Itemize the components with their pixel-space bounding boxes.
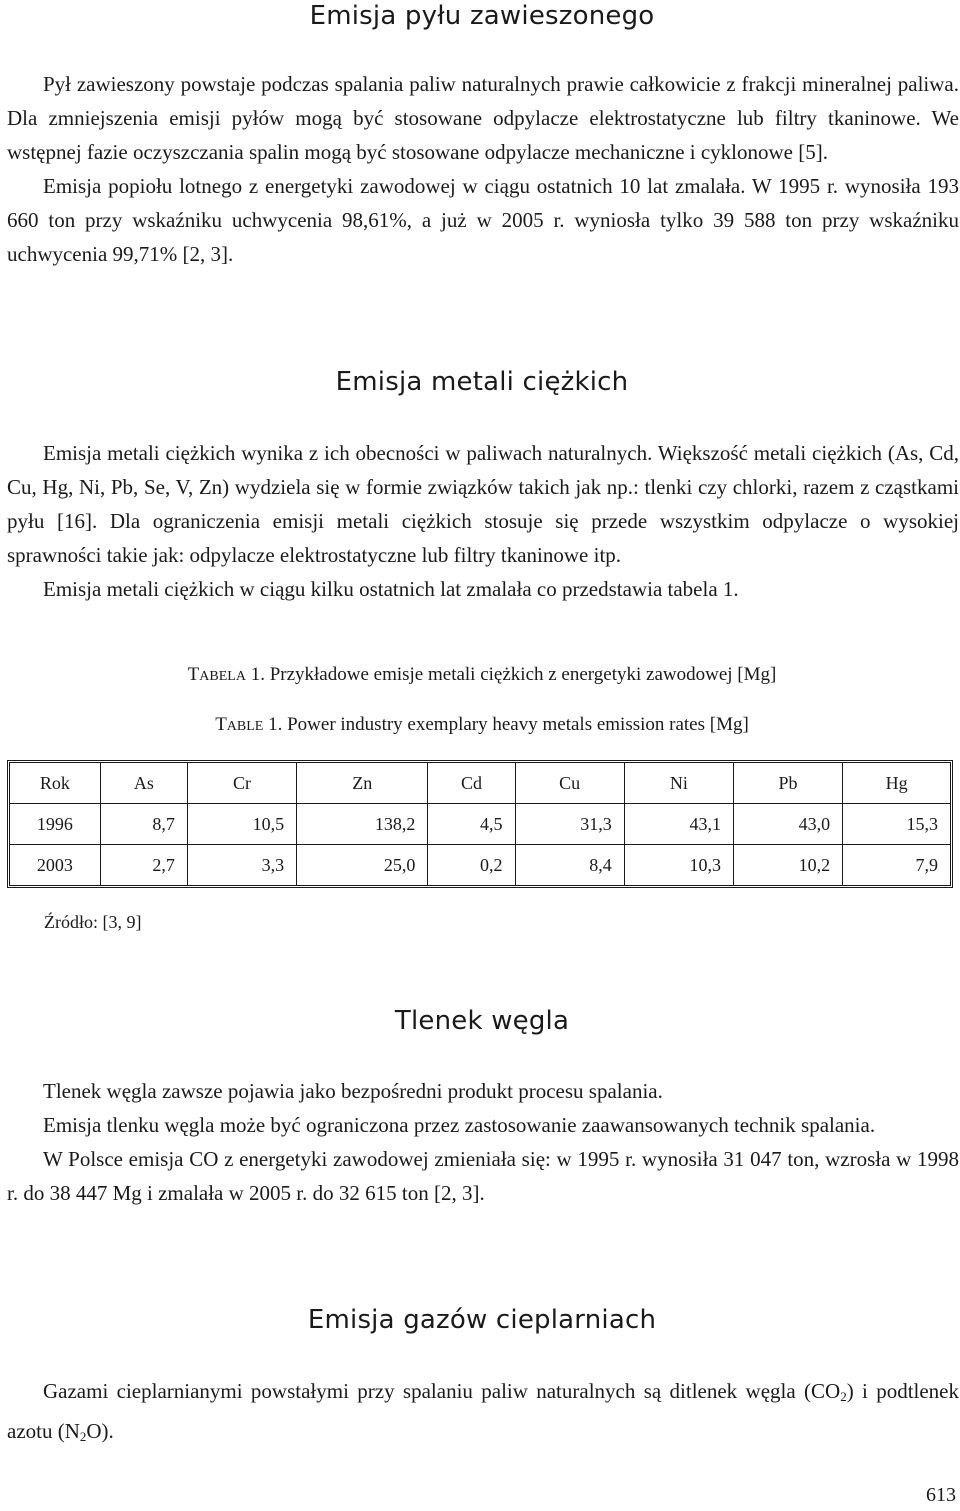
caption-letter: T: [187, 664, 200, 685]
table-row: [10, 804, 950, 845]
caption-text: 1. Przykładowe emisje metali ciężkich z energetyki zawodowej [Mg]: [245, 664, 777, 685]
section-body-tlenek: [7, 1074, 959, 1210]
header-cell: Pb: [734, 763, 843, 804]
caption-letter: T: [215, 714, 227, 735]
paragraph: [7, 1374, 959, 1454]
header-cell: Zn: [297, 763, 428, 804]
section-title-pyl: Emisja pyłu zawieszonego: [309, 1, 655, 31]
paragraph: W Polsce emisja CO z energetyki zawodowej zmieniała się: w 1995 r. wynosiła 31 047 ton, wzrosła w 1998 r. do 38 447 Mg i zmalała w 2005 r. do 32 615 ton [2, 3].: [7, 1147, 959, 1205]
table-caption-en: [0, 712, 960, 740]
paragraph-text: O).: [86, 1419, 114, 1443]
value-cell: 10,2: [734, 845, 843, 885]
header-cell: Ni: [625, 763, 734, 804]
value-cell: 25,0: [297, 845, 428, 885]
page-number: 613: [926, 1484, 956, 1506]
paragraph: Emisja tlenku węgla może być ograniczona przez zastosowanie zaawansowanych technik spalania.: [43, 1113, 876, 1137]
paragraph: Pył zawieszony powstaje podczas spalania paliw naturalnych prawie całkowicie z frakcji mineralnej paliwa. Dla zmniejszenia emisji pyłów mogą być stosowane odpylacze elektrostatyczne lub filtry tkaninowe. We wstępnej fazie oczyszczania spalin mogą być stosowane odpylacze mechaniczne i cyklonowe [5].: [7, 72, 959, 164]
header-cell: Rok: [10, 763, 101, 804]
section-body-pyl: [7, 67, 959, 271]
table-header-row: [10, 763, 950, 804]
section-body-gazy: [7, 1374, 959, 1454]
value-cell: 10,3: [625, 845, 734, 885]
value-cell: 0,2: [428, 845, 515, 885]
section-title-metale: Emisja metali ciężkich: [335, 367, 629, 397]
paragraph: Emisja popiołu lotnego z energetyki zawodowej w ciągu ostatnich 10 lat zmalała. W 1995 r. wynosiła 193 660 ton przy wskaźniku uchwycenia 98,61%, a już w 2005 r. wyniosła tylko 39 588 ton przy wskaźniku uchwycenia 99,71% [2, 3].: [7, 174, 959, 266]
header-cell: Cr: [188, 763, 297, 804]
subscript: 2: [79, 1429, 87, 1444]
paragraph: Emisja metali ciężkich w ciągu kilku ostatnich lat zmalała co przedstawia tabela 1.: [43, 577, 739, 601]
value-cell: 10,5: [188, 804, 297, 845]
table-row: [10, 845, 950, 885]
value-cell: 138,2: [297, 804, 428, 845]
header-cell: Cu: [516, 763, 625, 804]
paragraph: Tlenek węgla zawsze pojawia jako bezpośredni produkt procesu spalania.: [43, 1079, 663, 1103]
value-cell: 8,7: [101, 804, 188, 845]
year-cell: 1996: [10, 804, 101, 845]
caption-smallcaps: ABELA: [199, 669, 246, 684]
subscript: 2: [840, 1389, 847, 1404]
header-cell: As: [101, 763, 188, 804]
table-source: Źródło: [3, 9]: [44, 912, 142, 932]
value-cell: 3,3: [188, 845, 297, 885]
section-title-tlenek: Tlenek węgla: [394, 1006, 570, 1036]
caption-text: 1. Power industry exemplary heavy metals emission rates [Mg]: [263, 714, 749, 735]
value-cell: 15,3: [843, 804, 950, 845]
paragraph-text: Gazami cieplarnianymi powstałymi przy spalaniu paliw naturalnych są ditlenek węgla (CO: [43, 1379, 841, 1403]
header-cell: Cd: [428, 763, 515, 804]
paragraph-text: ) i podtlenek azotu (N: [7, 1379, 960, 1443]
header-cell: Hg: [843, 763, 950, 804]
caption-smallcaps: ABLE: [226, 719, 264, 734]
paragraph: Emisja metali ciężkich wynika z ich obecności w paliwach naturalnych. Większość metali ciężkich (As, Cd, Cu, Hg, Ni, Pb, Se, V, Zn) wydziela się w formie związków takich jak np.: tlenki czy chlorki, razem z cząstkami pyłu [16]. Dla ograniczenia emisji metali ciężkich stosuje się przede wszystkim odpylacze o wysokiej sprawności takie jak: odpylacze elektrostatyczne lub filtry tkaninowe itp.: [7, 441, 959, 567]
value-cell: 43,0: [734, 804, 843, 845]
table-caption-pl: [0, 662, 960, 690]
emissions-table: [7, 760, 953, 888]
value-cell: 2,7: [101, 845, 188, 885]
year-cell: 2003: [10, 845, 101, 885]
value-cell: 4,5: [428, 804, 515, 845]
value-cell: 31,3: [516, 804, 625, 845]
value-cell: 7,9: [915, 854, 938, 875]
value-cell: 8,4: [516, 845, 625, 885]
value-cell: 43,1: [625, 804, 734, 845]
section-body-metale: [7, 436, 959, 606]
section-title-gazy: Emisja gazów cieplarniach: [307, 1305, 657, 1335]
